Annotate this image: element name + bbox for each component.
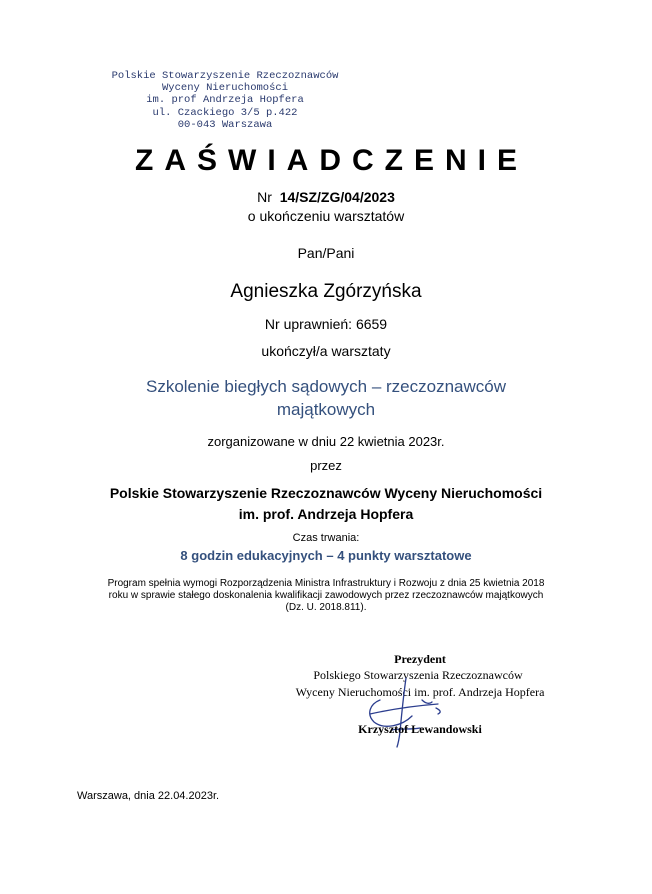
header-line: im. prof Andrzeja Hopfera [146,94,304,107]
program-note-line3: (Dz. U. 2018.811). [285,602,367,613]
certificate-number [0,189,652,205]
certificate-subtitle: o ukończeniu warsztatów [247,208,405,224]
place-and-date: Warszawa, dnia 22.04.2023r. [77,790,220,802]
by-text: przez [310,458,342,473]
duration-label: Czas trwania: [292,532,360,544]
program-note-line1: Program spełnia wymogi Rozporządzenia Ministra Infrastruktury i Rozwoju z dnia 25 kwietnia 2018 [107,578,545,589]
header-line: Polskie Stowarzyszenie Rzeczoznawców [111,70,339,82]
certificate-title: ZAŚWIADCZENIE [135,144,528,177]
signatory-name: Krzysztof Lewandowski [358,722,482,736]
program-note-line2: roku w sprawie stałego doskonalenia kwalifikacji zawodowych przez rzeczoznawców majątkowych [108,590,544,601]
organizer-line1: Polskie Stowarzyszenie Rzeczoznawców Wyceny Nieruchomości [109,485,543,501]
signatory-role: Prezydent [394,652,446,666]
organization-header [90,70,360,131]
signatory-org-line2: Wyceny Nieruchomości im. prof. Andrzeja Hopfera [295,685,545,699]
certificate-number-value: 14/SZ/ZG/04/2023 [279,189,395,205]
header-line: ul. Czackiego 3/5 p.422 [152,106,298,119]
course-title-line2: majątkowych [276,400,376,419]
duration-value: 8 godzin edukacyjnych – 4 punkty warsztatowe [180,548,472,563]
organized-date: zorganizowane w dniu 22 kwietnia 2023r. [207,434,445,449]
recipient-name: Agnieszka Zgórzyńska [230,281,422,302]
organizer-line2: im. prof. Andrzeja Hopfera [238,506,414,522]
header-line: 00-043 Warszawa [177,118,273,131]
certificate-number-prefix: Nr [257,189,272,205]
header-line: Wyceny Nieruchomości [161,82,289,95]
salutation: Pan/Pani [297,245,355,261]
course-title-line1: Szkolenie biegłych sądowych – rzeczoznawców [145,377,506,396]
signatory-org-line1: Polskiego Stowarzyszenia Rzeczoznawców [313,668,523,682]
license-number: Nr uprawnień: 6659 [264,316,388,332]
completion-text: ukończył/a warsztaty [261,343,391,359]
